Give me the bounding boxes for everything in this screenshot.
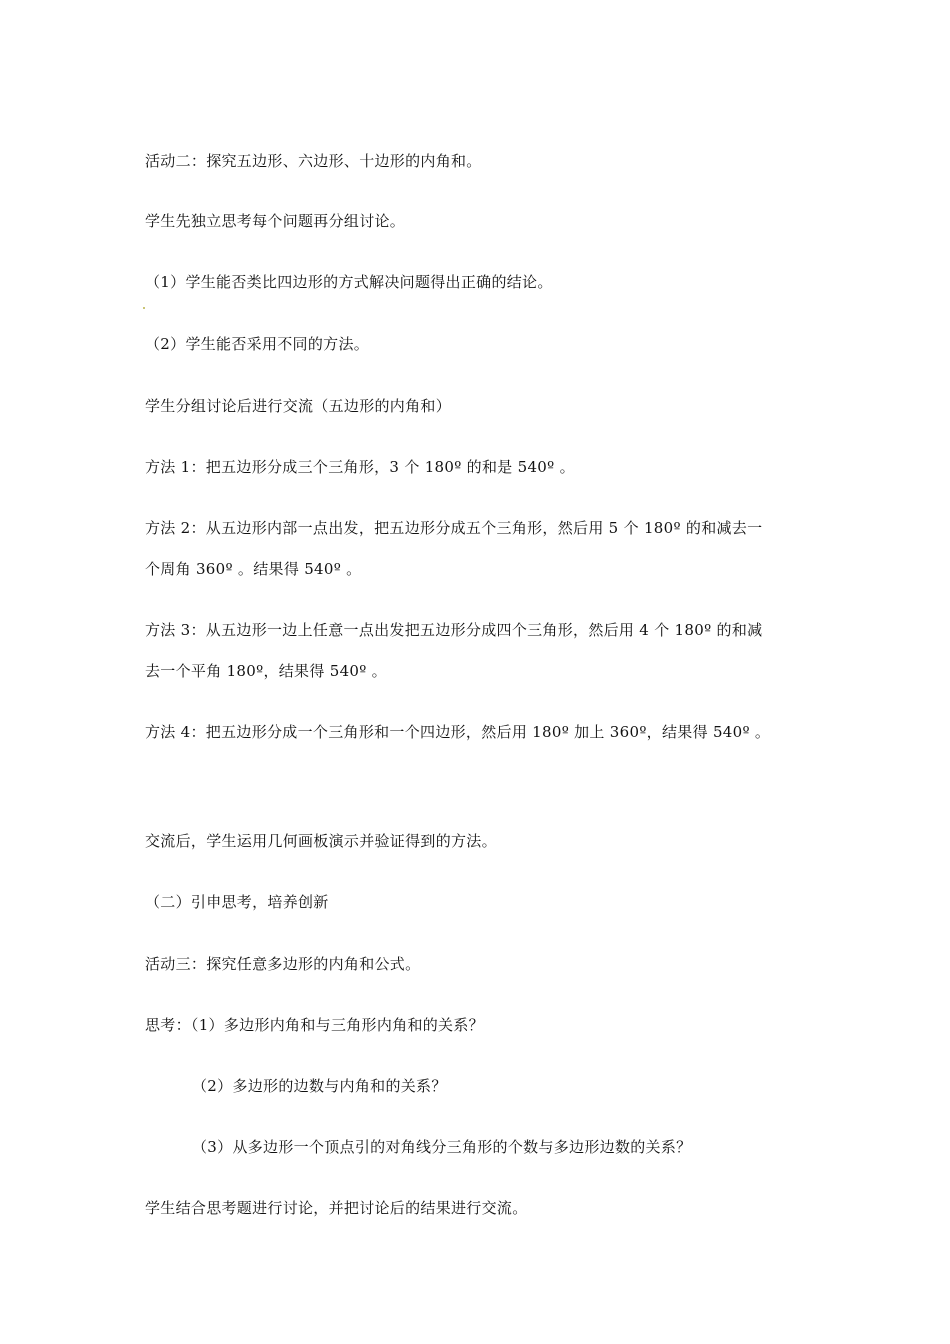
paragraph-line: （1）学生能否类比四边形的方式解决问题得出正确的结论。 [145,273,553,291]
paragraph-line: 学生分组讨论后进行交流（五边形的内角和） [145,397,452,415]
activity-two-heading: 活动二：探究五边形、六边形、十边形的内角和。 [145,152,482,170]
think-question-two: （2）多边形的边数与内角和的关系？ [192,1077,447,1095]
paragraph-line: 学生先独立思考每个问题再分组讨论。 [145,212,406,230]
paragraph-line: 交流后，学生运用几何画板演示并验证得到的方法。 [145,832,497,850]
method-one-line: 方法 1：把五边形分成三个三角形，3 个 180º 的和是 540º 。 [145,458,575,476]
method-two-continuation: 个周角 360º 。结果得 540º 。 [145,560,362,578]
section-heading: （二）引申思考，培养创新 [145,893,329,911]
method-two-line: 方法 2：从五边形内部一点出发，把五边形分成五个三角形，然后用 5 个 180º 的和减去一 [145,519,763,537]
activity-three-heading: 活动三：探究任意多边形的内角和公式。 [145,955,421,973]
think-question-three: （3）从多边形一个顶点引的对角线分三角形的个数与多边形边数的关系？ [192,1138,692,1156]
paragraph-line: 学生结合思考题进行讨论，并把讨论后的结果进行交流。 [145,1199,528,1217]
think-question-one: 思考：（1）多边形内角和与三角形内角和的关系？ [145,1016,484,1034]
method-three-continuation: 去一个平角 180º，结果得 540º 。 [145,662,387,680]
method-four-line: 方法 4：把五边形分成一个三角形和一个四边形，然后用 180º 加上 360º，结果得 540º 。 [145,723,771,741]
scan-speck [143,307,145,309]
method-three-line: 方法 3：从五边形一边上任意一点出发把五边形分成四个三角形，然后用 4 个 180º 的和减 [145,621,763,639]
paragraph-line: （2）学生能否采用不同的方法。 [145,335,370,353]
